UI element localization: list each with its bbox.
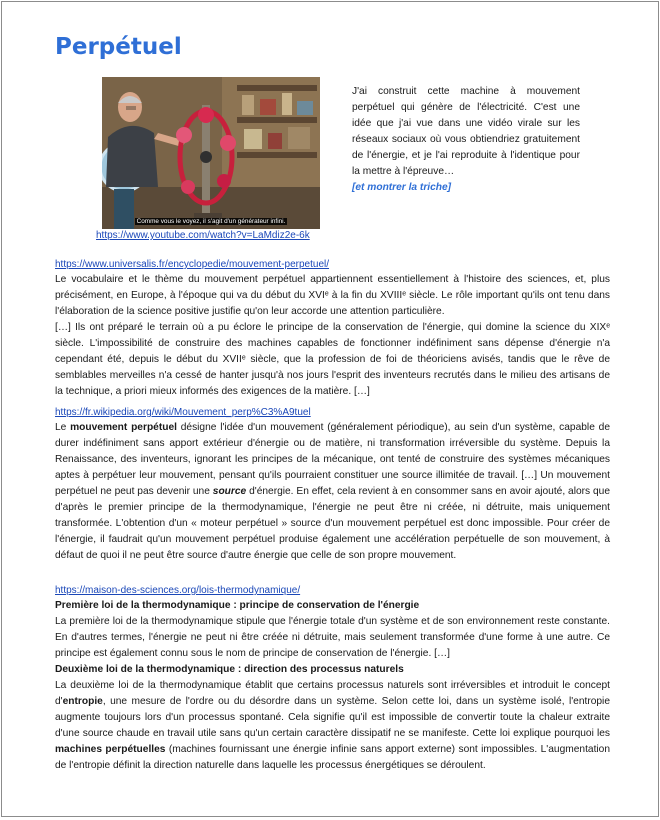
universalis-paragraph-2: […] Ils ont préparé le terrain où a pu éclore le principe de la conservation de l'énergie, qui domine la science du XIXᵉ siècle. L'impossibilité de construire des machines capables de fonctionner indéfiniment sans dépense d'énergie n'a cependant été, depuis le début du XVIIᵉ siècle, que la profession de foi de théoriciens avisés, tandis que le rêve de semblables merveilles n'a cessé de hanter jusqu'à nos jours l'esprit des inventeurs recrutés dans le milieu des artisans de la technique, a priori mieux informés des exigences de la matière. […] [55,322,610,397]
section-universalis [55,258,610,400]
workshop-photo [102,77,320,229]
section-thermodynamique [55,584,610,774]
intro-paragraph: J'ai construit cette machine à mouvement perpétuel qui génère de l'électricité. C'est une idée que j'ai vue dans une vidéo virale sur les réseaux sociaux où vous obtiendriez gratuitement de l'énergie, et je l'ai reproduite à l'identique pour la mettre à l'épreuve… [352,86,580,177]
wikipedia-link[interactable]: https://fr.wikipedia.org/wiki/Mouvement_perp%C3%A9tuel [55,407,311,418]
universalis-link[interactable]: https://www.universalis.fr/encyclopedie/mouvement-perpetuel/ [55,259,330,270]
second-law-text-b: , une mesure de l'ordre ou du désordre dans un système. Selon cette loi, dans un système isolé, l'entropie augmente toujours lors d'un processus spontané. Cela signifie qu'il est impossible de convertir toute la chaleur extraite d'une source chaude en travail utile sans qu'un certain caractère dissipatif ne se manifeste. Cette loi explique pourquoi les [55,696,610,739]
term-machines-perpetuelles: machines perpétuelles [55,744,166,755]
universalis-paragraph-1: Le vocabulaire et le thème du mouvement perpétuel appartiennent essentiellement à l'histoire des sciences, et, plus précisément, en Europe, à l'époque qui va du début du XVIᵉ à la fin du XVIIIᵉ siècle. Le rôle important qu'ils ont tenu dans l'élaboration de la science positive justifie qu'on leur accorde une attention particulière. [55,274,610,317]
wikipedia-text-a: désigne l'idée d'un mouvement (généralement périodique), au sein d'un système, capable de durer indéfiniment sans apport extérieur d'énergie ou de matière, ni transformation irréversible du système. Depuis la Renaissance, des inventeurs, ignorant les principes de la mécanique, ont tenté de construire des systèmes mécaniques aptes à perpétuer leur mouvement, pensant qu'ils pourraient constituer une source illimitée de travail. […] Un mouvement perpétuel ne peut pas devenir une [55,422,610,497]
document-page [1,1,659,817]
second-law-heading: Deuxième loi de la thermodynamique : direction des processus naturels [55,664,404,675]
term-source: source [212,486,247,497]
term-mouvement-perpetuel: mouvement perpétuel [70,422,177,433]
maison-des-sciences-link[interactable]: https://maison-des-sciences.org/lois-thermodynamique/ [55,585,301,596]
second-law-paragraph [55,678,610,774]
trick-link[interactable]: [et montrer la triche] [352,182,452,193]
first-law-heading: Première loi de la thermodynamique : principe de conservation de l'énergie [55,600,420,611]
section-wikipedia [55,406,610,564]
second-law-text-c: (machines fournissant une énergie infinie sans apport externe) sont impossibles. L'augmentation de l'entropie définit la direction naturelle dans laquelle les processus énergétiques se déroulent. [55,744,610,771]
youtube-link[interactable]: https://www.youtube.com/watch?v=LaMdiz2e-6k [96,230,310,241]
video-thumbnail[interactable] [102,77,320,229]
page-title: Perpétuel [55,34,182,60]
intro-text [352,84,580,196]
second-law-text-a: La deuxième loi de la thermodynamique établit que certains processus naturels sont irréversibles et introduit le concept d' [55,680,610,707]
video-caption: Comme vous le voyez, il s'agit d'un générateur infini. [136,218,286,225]
first-law-paragraph: La première loi de la thermodynamique stipule que l'énergie totale d'un système et de son environnement reste constante. En d'autres termes, l'énergie ne peut ni être créée ni détruite, mais seulement transformée d'une forme à une autre. Ce principe est également connu sous le nom de principe de conservation de l'énergie. […] [55,616,610,659]
wikipedia-lead: Le [55,422,71,433]
wikipedia-text-b: d'énergie. En effet, cela revient à en consommer sans en avoir ajouté, alors que d'après le premier principe de la thermodynamique, l'énergie ne peut être ni créée, ni détruite, mais uniquement transformée. L'obtention d'un « moteur perpétuel » source d'un mouvement perpétuel est donc impossible. Pour créer de l'énergie, il faudrait qu'un mouvement perpétuel produise également une accélération perpétuelle de son mouvement, à défaut de quoi il ne peut être source d'autre énergie que celle de son propre mouvement. [55,486,610,561]
wikipedia-paragraph [55,420,610,564]
term-entropie: entropie [62,696,103,707]
